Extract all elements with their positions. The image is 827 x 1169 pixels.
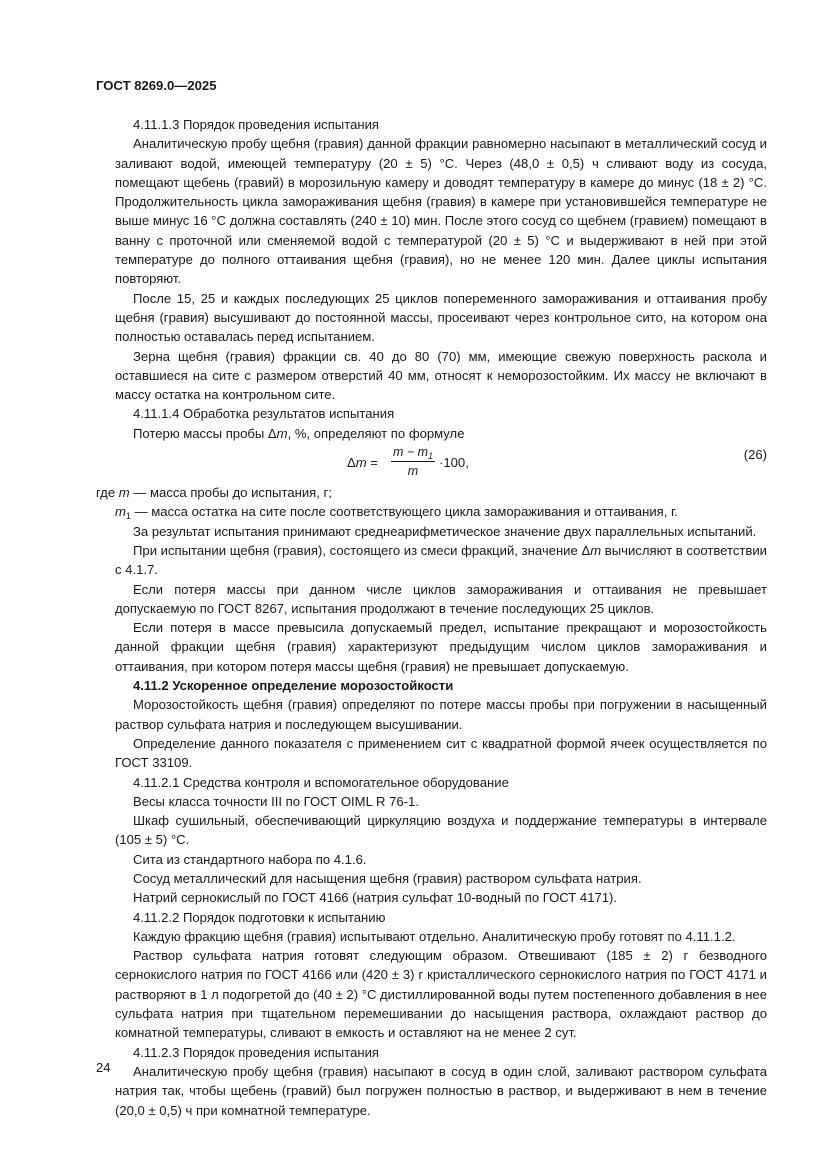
paragraph: Если потеря массы при данном числе циклов замораживания и оттаивания не превышает допускаемую по ГОСТ 8267, испытания продолжают в течение последующих 25 циклов. [115,581,767,616]
variable: m [118,485,130,501]
text-run: где [96,485,119,501]
text-run: вычисляют в соответствии с 4.1.7. [115,542,767,578]
paragraph: Весы класса точности III по ГОСТ OIML R 76-1. [133,793,419,809]
subsection-heading: 4.11.2.2 Порядок подготовки к испытанию [133,909,386,925]
paragraph: Шкаф сушильный, обеспечивающий циркуляцию воздуха и поддержание температуры в интервале (105 ± 5) °С. [115,813,767,848]
variable: m [115,504,126,520]
paragraph: После 15, 25 и каждых последующих 25 циклов попеременного замораживания и оттаивания пробу щебня (гравия) высушивают до постоянной массы, просеивают через контрольное сито, на котором она полностью оставалась перед испытанием. [115,290,767,345]
paragraph: Раствор сульфата натрия готовят следующим образом. Отвешивают (185 ± 2) г безводного сернокислого натрия по ГОСТ 4166 или (420 ± 3) г кристаллического сернокислого натрия по ГОСТ 4171 и растворяют в 1 л подогретой до (40 ± 2) °С дистиллированной воды путем постепенного добавления в нее сульфата натрия при тщательном перемешивании до насыщения раствора, охлаждают раствор до комнатной температуры, сливают в емкость и оставляют на не менее 2 сут. [115,948,767,1041]
paragraph: Сосуд металлический для насыщения щебня (гравия) раствором сульфата натрия. [133,870,642,886]
paragraph: Сита из стандартного набора по 4.1.6. [133,851,367,867]
subsection-heading: 4.11.2.3 Порядок проведения испытания [133,1044,379,1060]
text-run: Потерю массы пробы Δ [133,425,277,441]
page-number: 24 [96,1060,111,1075]
standard-header: ГОСТ 8269.0—2025 [96,78,217,93]
formula-block [115,443,767,483]
legend-line [115,502,767,521]
subsection-heading: 4.11.2.1 Средства контроля и вспомогательное оборудование [133,774,509,790]
document-body [96,115,767,1120]
variable: m [590,542,602,558]
text-run: — масса остатка на сите после соответствующего цикла замораживания и оттаивания, г. [130,504,678,520]
section-heading: 4.11.2 Ускоренное определение морозостойкости [133,678,454,694]
fraction-bar [391,461,435,462]
paragraph: Аналитическую пробу щебня (гравия) насыпают в сосуд в один слой, заливают раствором сульфата натрия так, чтобы щебень (гравий) был погружен полностью в раствор, и выдерживают в нем в течение (20,0 ± 0,5) ч при комнатной температуре. [115,1063,767,1118]
subsection-heading: 4.11.1.3 Порядок проведения испытания [133,117,379,132]
paragraph: Зерна щебня (гравия) фракции св. 40 до 80 (70) мм, имеющие свежую поверхность раскола и оставшиеся на сите с размером отверстий 40 мм, относят к неморозостойким. Их массу не включают в массу остатка на контрольном сите. [115,348,767,403]
legend-line [96,483,767,502]
formula-rhs: ·100, [439,455,469,471]
paragraph: Каждую фракцию щебня (гравия) испытывают отдельно. Аналитическую пробу готовят по 4.11.1.2. [133,928,736,944]
paragraph: Аналитическую пробу щебня (гравия) данной фракции равномерно насыпают в металлический сосуд и заливают водой, имеющей температуру (20 ± 5) °С. Через (48,0 ± 0,5) ч сливают воду из сосуда, помещают щебень (гравий) в морозильную камеру и доводят температуру в камере до минус (18 ± 2) °С. Продолжительность цикла замораживания щебня (гравия) в камере при установившейся температуре не выше минус 16 °С должна составлять (240 ± 10) мин. После этого сосуд со щебнем (гравием) помещают в ванну с проточной или сменяемой водой с температурой (20 ± 5) °С и выдерживают в ней при этой температуре до полного оттаивания щебня (гравия), но не менее 120 мин. Далее циклы испытания повторяют. [115,136,767,287]
formula-number: (26) [743,447,767,463]
formula-intro [115,424,767,443]
paragraph: Определение данного показателя с применением сит с квадратной формой ячеек осуществляется по ГОСТ 33109. [115,735,767,771]
text-run: — масса пробы до испытания, г; [129,485,332,501]
text-run: При испытании щебня (гравия), состоящего из смеси фракций, значение Δ [133,542,591,558]
subsection-heading: 4.11.1.4 Обработка результатов испытания [133,406,395,422]
paragraph: Если потеря в массе превысила допускаемый предел, испытание прекращают и морозостойкость данной фракции щебня (гравия) характеризуют предыдущим числом циклов замораживания и оттаивания, при котором потеря массы щебня (гравия) не превышает допускаемую. [115,620,767,674]
paragraph: За результат испытания принимают среднеарифметическое значение двух параллельных испытаний. [133,523,757,539]
variable-legend [96,483,767,522]
formula-numerator: $m - m_1$ [392,445,434,462]
formula-denominator: m [407,464,419,479]
formula-fraction [391,443,435,480]
text-run: , %, определяют по формуле [287,425,465,441]
variable: m [276,425,288,441]
paragraph: Натрий сернокислый по ГОСТ 4166 (натрия сульфат 10-водный по ГОСТ 4171). [133,890,618,906]
subscript: 1 [125,511,131,522]
paragraph [115,541,767,580]
formula [347,443,547,483]
paragraph: Морозостойкость щебня (гравия) определяют по потере массы пробы при погружении в насыщенный раствор сульфата натрия и последующем высушивании. [115,697,767,732]
formula-lhs: Δm = [347,455,378,471]
